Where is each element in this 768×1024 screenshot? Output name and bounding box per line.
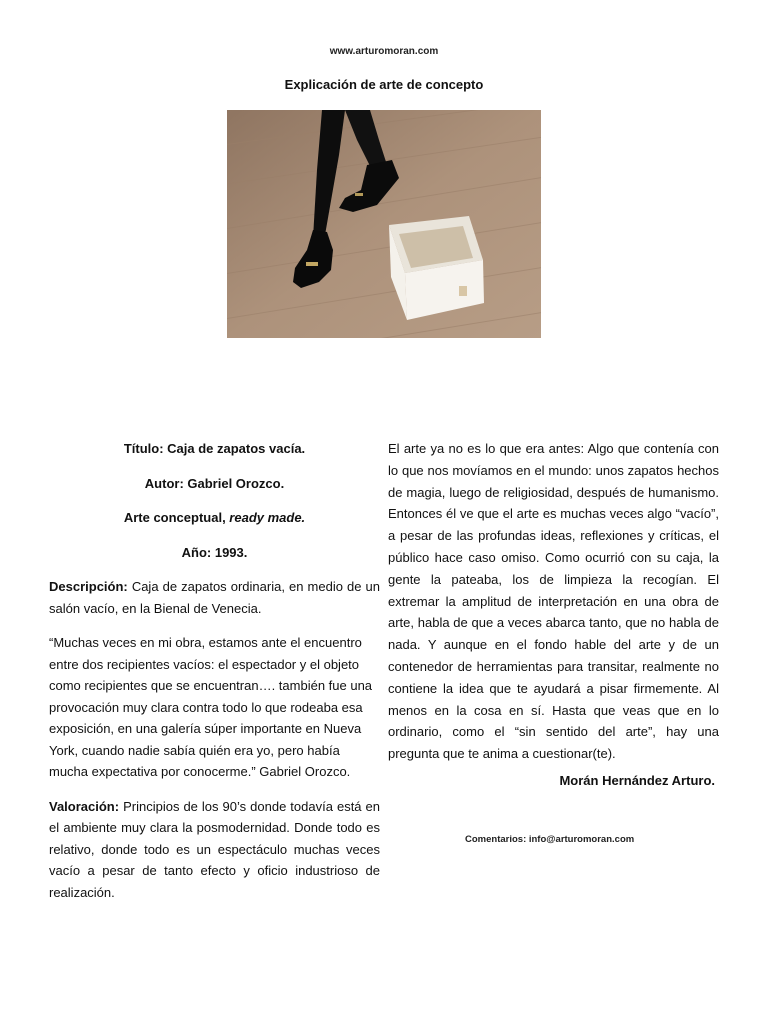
valuation-label: Valoración: [49,798,120,814]
artwork-photo [227,110,541,338]
document-title: Explicación de arte de concepto [284,77,484,92]
artwork-author: Autor: Gabriel Orozco. [144,475,285,491]
description-label: Descripción: [49,579,128,594]
description-text: Caja de zapatos ordinaria, en medio de un salón vacío, en la Bienal de Venecia. [49,579,380,616]
comments-contact[interactable]: Comentarios: info@arturomoran.com [465,834,635,845]
artwork-info-column [49,438,380,916]
artwork-title: Título: Caja de zapatos vacía. [123,441,306,456]
description-paragraph [49,576,380,619]
genre-italic: ready made. [229,510,306,525]
valuation-paragraph [49,796,380,904]
author-signature: Morán Hernández Arturo. [559,772,715,788]
essay-column [388,438,719,792]
artist-quote: “Muchas veces en mi obra, estamos ante el encuentro entre dos recipientes vacíos: el espectador y el objeto como recipientes que se encuentran…. también fue una provocación muy clara contra todo lo que rodeaba esa exposición, en una galería súper importante en Nueva York, cuando nadie sabía quién era yo, pero había mucha expectativa por conocerme.” Gabriel Orozco. [49,635,373,779]
essay-text: El arte ya no es lo que era antes: Algo que contenía con lo que nos movíamos en el mundo: unos zapatos hechos de magia, luego de religiosidad, después de humanismo. Entonces él ve que el arte es muchas veces algo “vacío”, a pesar de las profundas ideas, reflexiones y críticas, el público hace caso omiso. Como ocurrió con su caja, la gente la pateaba, los de limpieza la recogían. El extremar la amplitud de interpretación en una obra de arte, habla de que a veces abarca tanto, que no habla de nada. Y aunque en el fondo hable del arte y de un contenedor de herramientas para transitar, realmente no contiene la idea que te ayudará a pisar firmemente. Al menos en la cosa en sí. Hasta que veas que en lo ordinario, como el “sin sentido del arte”, hay una pregunta que te anima a cuestionar(te). [388,441,719,762]
site-url[interactable]: www.arturomoran.com [329,46,439,57]
genre-text: Arte conceptual, [123,510,230,525]
artwork-genre [49,507,380,529]
valuation-text: Principios de los 90’s donde todavía está en el ambiente muy clara la posmodernidad. Donde todo es relativo, donde todo es un espectáculo muchas veces vacío a pesar de tanto efecto y oficio industrioso de realización. [49,798,380,900]
artwork-year: Año: 1993. [181,544,248,560]
